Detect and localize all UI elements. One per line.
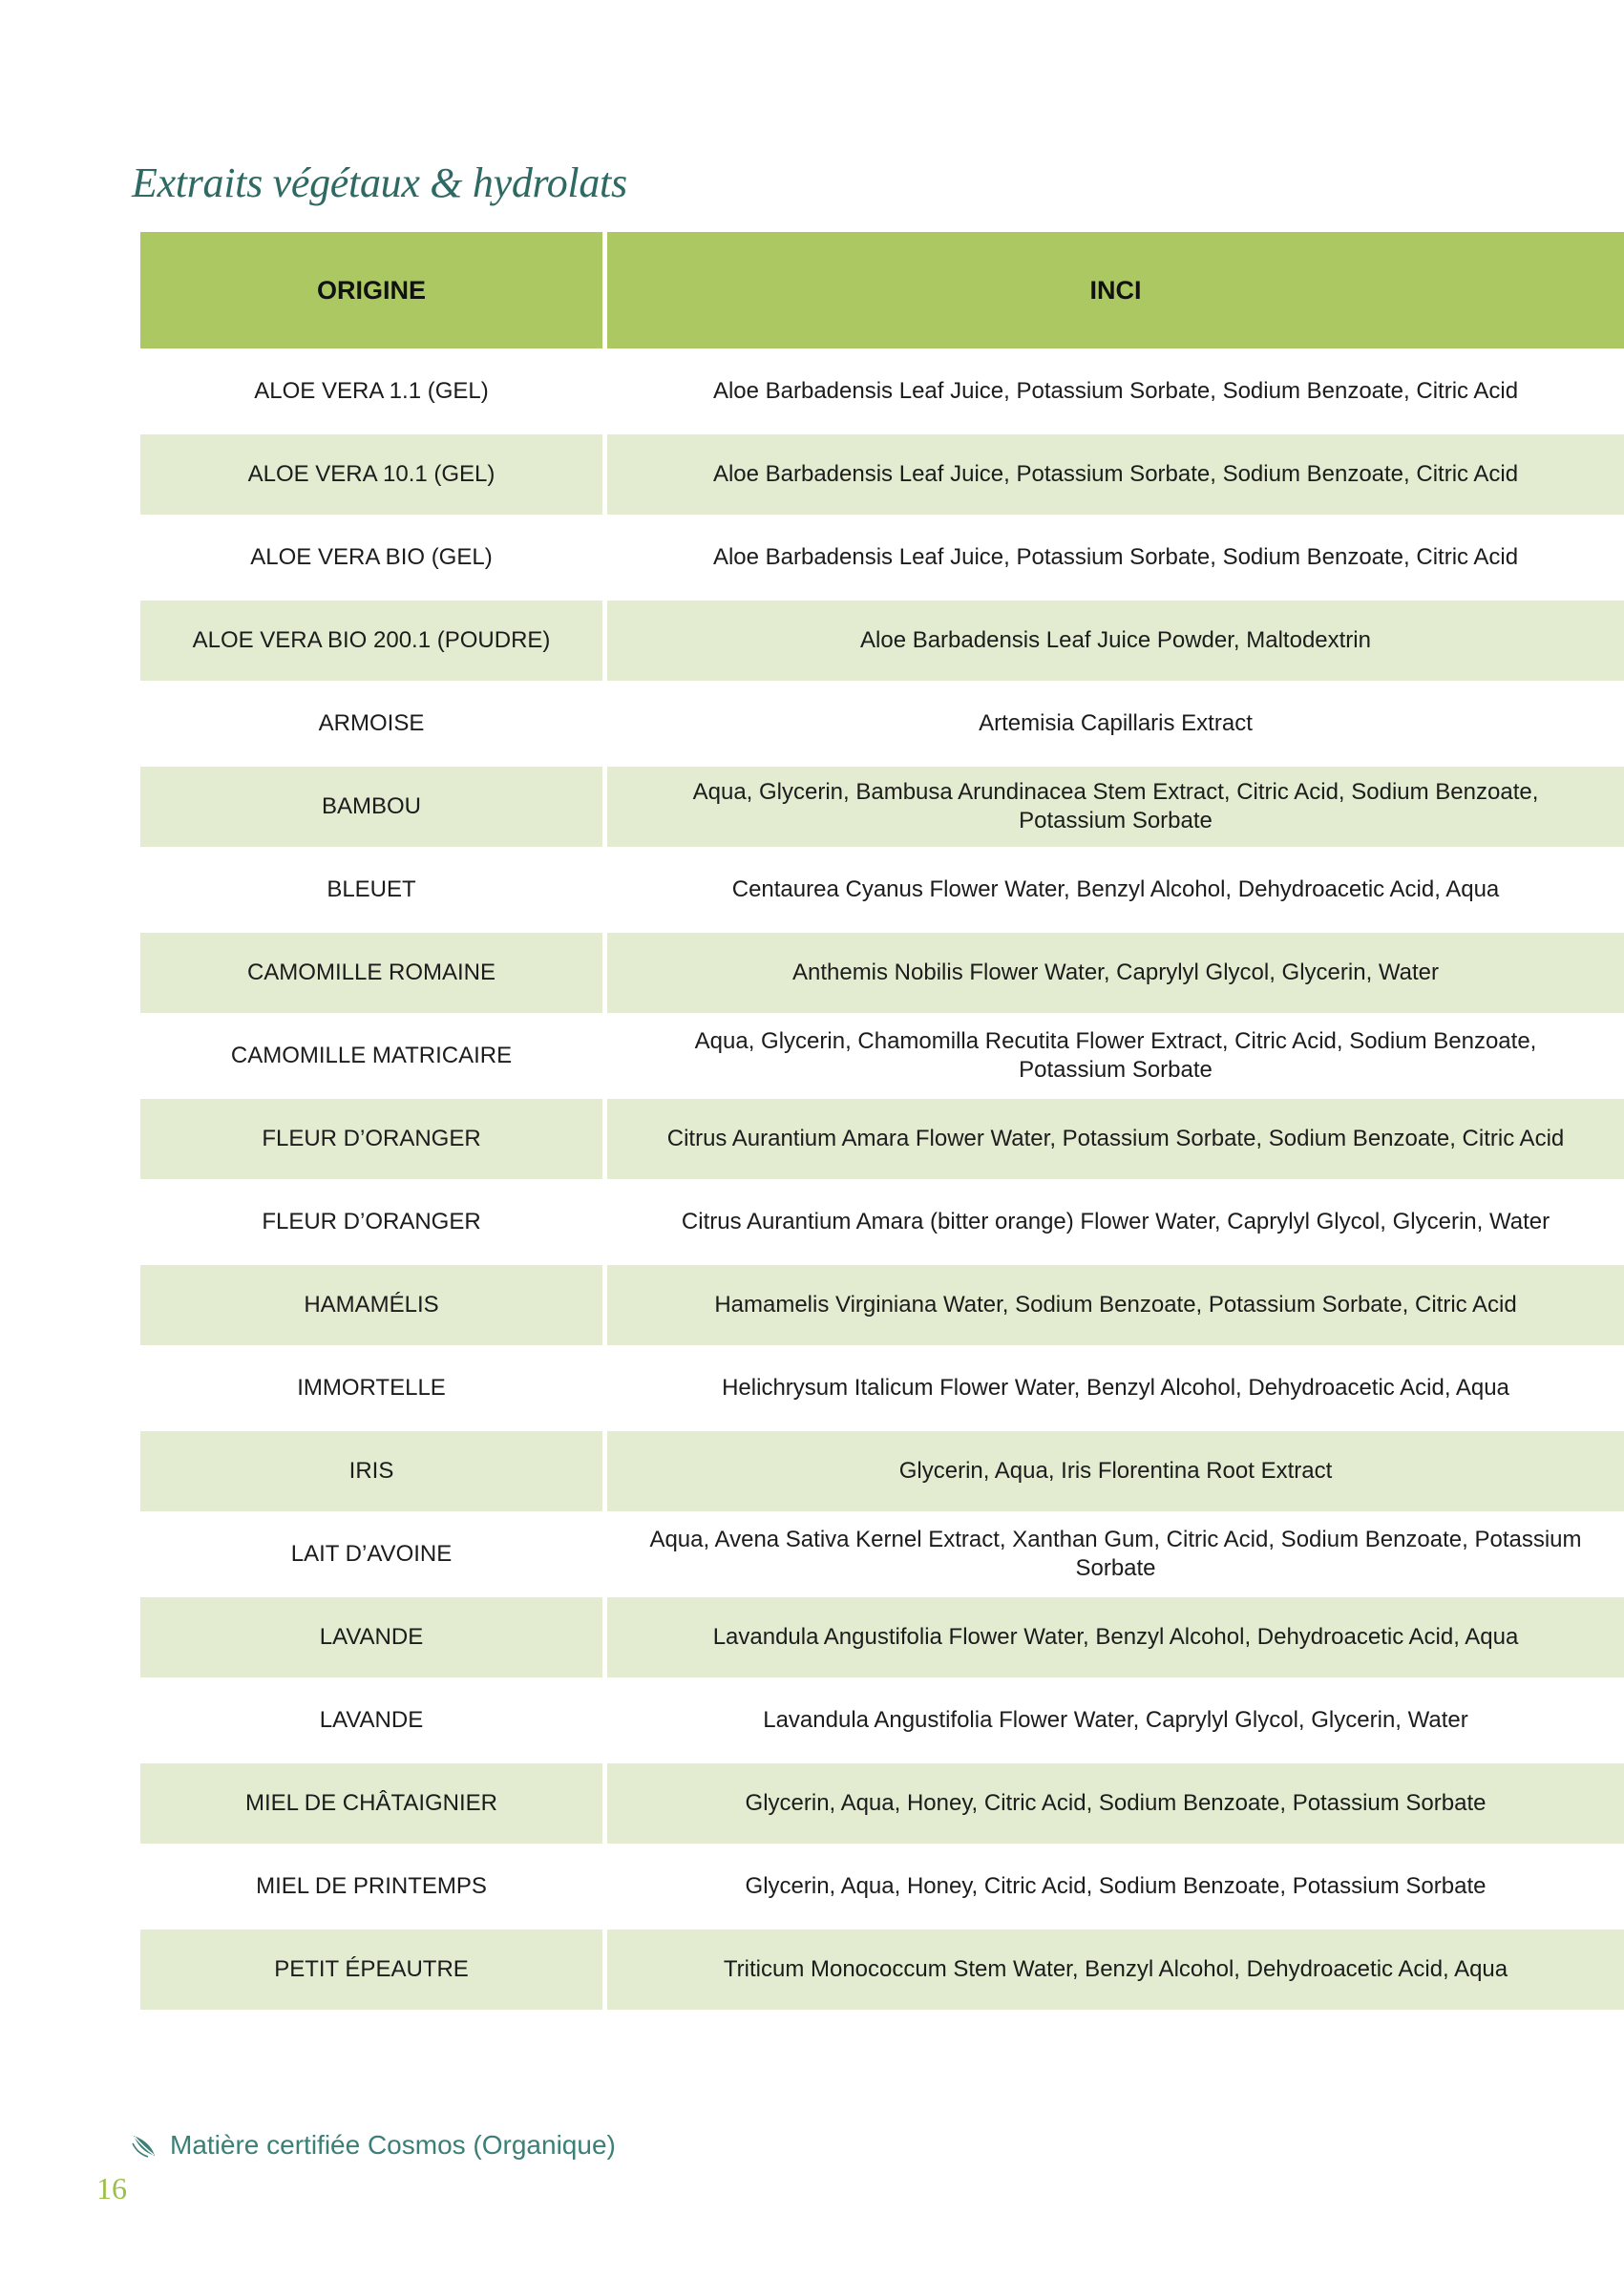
table-row — [140, 1597, 1624, 1677]
table-row — [140, 767, 1624, 847]
cell-inci: Glycerin, Aqua, Honey, Citric Acid, Sodium Benzoate, Potassium Sorbate — [607, 1846, 1624, 1927]
cell-inci: Aqua, Glycerin, Bambusa Arundinacea Stem Extract, Citric Acid, Sodium Benzoate, Potassium Sorbate — [607, 767, 1624, 847]
cell-inci: Aloe Barbadensis Leaf Juice, Potassium Sorbate, Sodium Benzoate, Citric Acid — [607, 517, 1624, 598]
legend-text: Matière certifiée Cosmos (Organique) — [170, 2130, 616, 2160]
cell-origine: ARMOISE — [140, 684, 602, 764]
table-row — [140, 1348, 1624, 1428]
header-inci: INCI — [607, 232, 1624, 348]
table-row — [140, 933, 1624, 1013]
cell-origine: LAIT D’AVOINE — [140, 1514, 602, 1594]
cell-origine: ALOE VERA BIO 200.1 (POUDRE) — [140, 601, 602, 681]
section-title: Extraits végétaux & hydrolats — [132, 159, 627, 206]
cell-origine: HAMAMÉLIS — [140, 1265, 602, 1345]
cell-inci: Aloe Barbadensis Leaf Juice Powder, Maltodextrin — [607, 601, 1624, 681]
cell-origine: CAMOMILLE ROMAINE — [140, 933, 602, 1013]
cell-origine: FLEUR D’ORANGER — [140, 1099, 602, 1179]
cell-inci: Triticum Monococcum Stem Water, Benzyl Alcohol, Dehydroacetic Acid, Aqua — [607, 1930, 1624, 2010]
cell-inci: Aloe Barbadensis Leaf Juice, Potassium Sorbate, Sodium Benzoate, Citric Acid — [607, 434, 1624, 515]
cell-inci: Lavandula Angustifolia Flower Water, Benzyl Alcohol, Dehydroacetic Acid, Aqua — [607, 1597, 1624, 1677]
page-number: 16 — [96, 2171, 127, 2205]
table-row — [140, 1514, 1624, 1594]
table-row — [140, 1846, 1624, 1927]
cell-inci: Lavandula Angustifolia Flower Water, Caprylyl Glycol, Glycerin, Water — [607, 1680, 1624, 1761]
cell-origine: ALOE VERA 10.1 (GEL) — [140, 434, 602, 515]
inci-table — [140, 232, 1624, 2013]
table-body — [140, 351, 1624, 2010]
table-row — [140, 1265, 1624, 1345]
cell-origine: ALOE VERA BIO (GEL) — [140, 517, 602, 598]
cell-origine: IMMORTELLE — [140, 1348, 602, 1428]
cell-inci: Aloe Barbadensis Leaf Juice, Potassium Sorbate, Sodium Benzoate, Citric Acid — [607, 351, 1624, 432]
table-header-row — [140, 232, 1624, 348]
cell-inci: Citrus Aurantium Amara Flower Water, Potassium Sorbate, Sodium Benzoate, Citric Acid — [607, 1099, 1624, 1179]
table-row — [140, 1680, 1624, 1761]
table-row — [140, 1431, 1624, 1511]
table-row — [140, 684, 1624, 764]
table-row — [140, 351, 1624, 432]
legend — [130, 2130, 616, 2161]
leaf-icon — [130, 2130, 160, 2161]
table-row — [140, 1763, 1624, 1844]
cell-origine: MIEL DE PRINTEMPS — [140, 1846, 602, 1927]
cell-inci: Glycerin, Aqua, Honey, Citric Acid, Sodium Benzoate, Potassium Sorbate — [607, 1763, 1624, 1844]
cell-inci: Hamamelis Virginiana Water, Sodium Benzoate, Potassium Sorbate, Citric Acid — [607, 1265, 1624, 1345]
cell-inci: Artemisia Capillaris Extract — [607, 684, 1624, 764]
cell-inci: Glycerin, Aqua, Iris Florentina Root Extract — [607, 1431, 1624, 1511]
table-row — [140, 517, 1624, 598]
cell-origine: ALOE VERA 1.1 (GEL) — [140, 351, 602, 432]
table-row — [140, 601, 1624, 681]
cell-inci: Centaurea Cyanus Flower Water, Benzyl Alcohol, Dehydroacetic Acid, Aqua — [607, 850, 1624, 930]
table-row — [140, 1930, 1624, 2010]
table-row — [140, 1016, 1624, 1096]
cell-origine: LAVANDE — [140, 1597, 602, 1677]
cell-origine: MIEL DE CHÂTAIGNIER — [140, 1763, 602, 1844]
cell-inci: Citrus Aurantium Amara (bitter orange) Flower Water, Caprylyl Glycol, Glycerin, Water — [607, 1182, 1624, 1262]
cell-inci: Aqua, Glycerin, Chamomilla Recutita Flower Extract, Citric Acid, Sodium Benzoate, Potassium Sorbate — [607, 1016, 1624, 1096]
cell-inci: Aqua, Avena Sativa Kernel Extract, Xanthan Gum, Citric Acid, Sodium Benzoate, Potassium Sorbate — [607, 1514, 1624, 1594]
cell-origine: CAMOMILLE MATRICAIRE — [140, 1016, 602, 1096]
cell-origine: FLEUR D’ORANGER — [140, 1182, 602, 1262]
table-row — [140, 1182, 1624, 1262]
cell-inci: Helichrysum Italicum Flower Water, Benzyl Alcohol, Dehydroacetic Acid, Aqua — [607, 1348, 1624, 1428]
cell-origine: PETIT ÉPEAUTRE — [140, 1930, 602, 2010]
table-row — [140, 1099, 1624, 1179]
cell-origine: BLEUET — [140, 850, 602, 930]
table-row — [140, 434, 1624, 515]
cell-origine: BAMBOU — [140, 767, 602, 847]
cell-origine: LAVANDE — [140, 1680, 602, 1761]
header-origine: ORIGINE — [140, 232, 602, 348]
table-row — [140, 850, 1624, 930]
cell-inci: Anthemis Nobilis Flower Water, Caprylyl Glycol, Glycerin, Water — [607, 933, 1624, 1013]
cell-origine: IRIS — [140, 1431, 602, 1511]
